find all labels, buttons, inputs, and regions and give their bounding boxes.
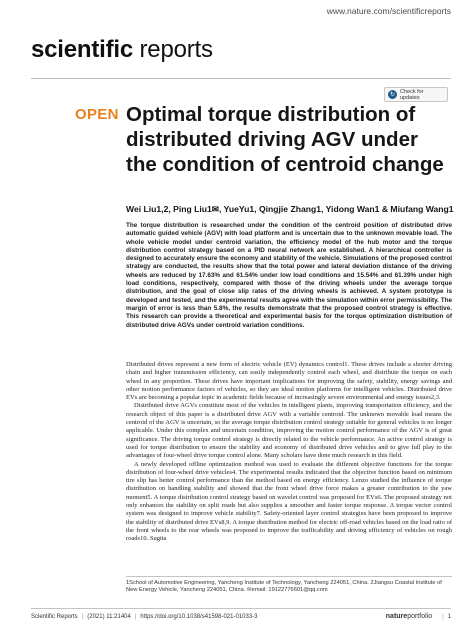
affiliation-divider: [126, 576, 452, 577]
journal-logo[interactable]: [31, 36, 213, 64]
header-divider: [31, 78, 451, 79]
footer-separator: |: [81, 613, 84, 620]
page-footer: [31, 613, 451, 620]
journal-name-bold: scientific: [31, 36, 134, 63]
article-body: [126, 361, 452, 544]
abstract: The torque distribution is researched under the condition of the centroid position of distributed drive automatic guided vehicle (AGV) with load platform and is uncertain due to the unknown movable load. The whole vehicle model under centroid variation, the efficiency model of the hub motor and the torque distribution control strategy based on a PID neural network are established. A hierarchical controller is designed to accurately ensure the economy and stability of the vehicle. Simulations of the proposed control strategy are conducted, the results show that the total power and lateral deviation distance of the driving wheels are reduced by 17.63% and 61.54% under low load conditions and 15.54% and 61.39% under high load conditions, respectively, compared with those of the driving wheels under the average torque distribution, and the goal of close slip rates of the driving wheels is achieved. A system prototype is developed and tested, and the experimental results agree with the simulation within error permissibility. The margin of error is less than 5.8%, the results demonstrate that the proposed control strategy is effective. This research can provide a theoretical and experimental basis for the torque optimization distribution of distributed drive AGVs under centroid variation conditions.: [126, 222, 452, 329]
footer-divider: [31, 608, 451, 609]
footer-separator: |: [442, 613, 444, 620]
body-paragraph-2: Distributed drive AGVs constitute most of the vehicles in intelligent plants, improving transportation efficiency, and the research object of this paper is a distributed drive AGV with a variable centroid. The unknown movable load means the centroid of the AGV is uncertain, so the average torque distribution control strategy suitable for general vehicles is no longer applicable. Under this complex and uncertain condition, improving the motion control performance of the AGV is of great significance. The driving torque control strategy is directly related to the vehicle performance. An active control strategy is used for torque distribution to ensure the stability and economy of distributed drive vehicles and to give full play to the advantages of four-wheel drive torque control alone. Many scholars have done much research in this field.: [126, 402, 452, 460]
journal-name-light: reports: [139, 36, 213, 63]
affiliations: 1School of Automotive Engineering, Yancheng Institute of Technology, Yancheng 224051, China. 2Jiangsu Coastal Institute of New Energy Vehicle, Yancheng 224051, China. ✉email: 19122776601@qq.com: [126, 580, 442, 594]
publisher-bold: nature: [385, 613, 408, 620]
author-list[interactable]: Wei Liu1,2, Ping Liu1✉, YueYu1, Qingjie Zhang1, Yidong Wan1 & Miufang Wang1: [126, 204, 454, 214]
publisher-logo: [386, 613, 432, 620]
body-paragraph-3: A newly developed offline optimization method was used to evaluate the different objective functions for the torque distribution of four-wheel drive vehicles4. The experimental results indicated that the objective function based on minimum tire slip has better control performance than the method based on energy efficiency. Lenzo studied the influence of torque distribution on handling stability and showed that the front wheel drive force makes a greater contribution to the yaw moment5. A torque distribution control strategy based on wavelet control was proposed for EVs6. The proposed strategy not only enhances the stability on split roads but also supplies a smoother and faster torque response. A torque vector control system was designed to improve vehicle stability7. Safety-oriented layer control strategies have been proposed to improve the stability of distributed drive EVs8,9. A torque distribution method for electric off-road vehicles based on the load ratio of the front wheels to the rear wheels was proposed to improve the trafficability and driving efficiency of vehicles on rough roads10. Sugita: [126, 460, 452, 543]
journal-url[interactable]: www.nature.com/scientificreports: [326, 6, 451, 16]
check-for-updates-button[interactable]: [384, 87, 448, 102]
footer-doi-link[interactable]: https://doi.org/10.1038/s41598-021-01033-3: [140, 613, 258, 620]
footer-volume: (2021) 11:21404: [87, 613, 131, 620]
check-for-updates-label: Check for updates: [400, 88, 424, 101]
check-updates-icon: ↻: [389, 92, 396, 98]
footer-separator: |: [134, 613, 137, 620]
article-title: Optimal torque distribution of distributed driving AGV under the condition of centroid change: [126, 103, 444, 176]
footer-journal: Scientific Reports: [31, 613, 78, 620]
page-number: 1: [447, 613, 451, 620]
body-paragraph-1: Distributed drives represent a new form of electric vehicle (EV) dynamics control1. These drives include a shorter driving chain and higher transmission efficiency, can easily independently control each wheel, and distribute the torque on each wheel in any proportion. These drives have important implications for improving the safety, stability, energy savings and other motion performance factors of vehicles, so they are ideal motion platforms for intelligent vehicles. Distributed drive EVs are becoming a popular topic in academic fields because of increasingly severe environmental and energy issues2,3.: [126, 361, 452, 402]
publisher-light: portfolio: [407, 613, 433, 620]
open-access-badge: OPEN: [75, 106, 119, 123]
